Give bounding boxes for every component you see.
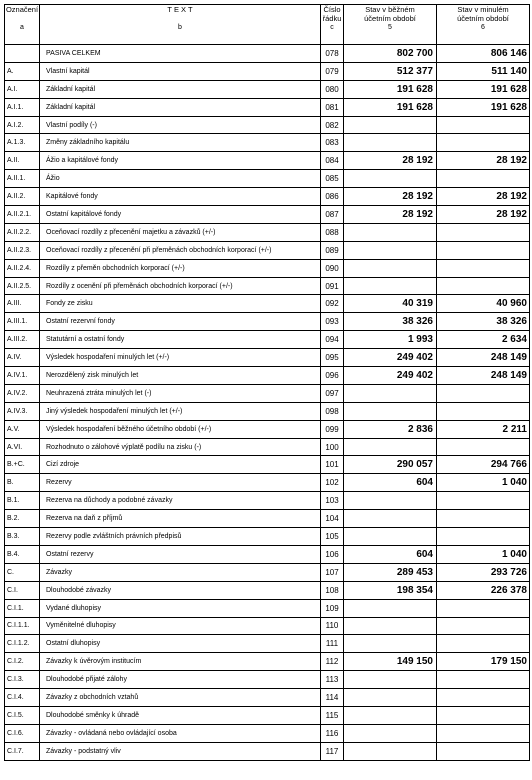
row-code: B.1. bbox=[5, 492, 40, 510]
row-line-number: 100 bbox=[321, 438, 344, 456]
header-current bbox=[344, 5, 437, 45]
header-current-label-1: Stav v běžném bbox=[365, 5, 415, 14]
header-text-sub: b bbox=[178, 24, 182, 31]
row-current-value bbox=[344, 617, 437, 635]
row-line-number: 091 bbox=[321, 277, 344, 295]
row-text: Dlouhodobé závazky bbox=[40, 581, 321, 599]
row-text: Rezerva na důchody a podobné závazky bbox=[40, 492, 321, 510]
row-line-number: 105 bbox=[321, 528, 344, 546]
row-code: C.I.5. bbox=[5, 706, 40, 724]
table-row bbox=[5, 581, 530, 599]
row-text: Rezervy bbox=[40, 474, 321, 492]
row-previous-value bbox=[437, 259, 530, 277]
row-text: Ážio a kapitálové fondy bbox=[40, 152, 321, 170]
header-text bbox=[40, 5, 321, 45]
row-previous-value bbox=[437, 617, 530, 635]
row-code: C.I.1. bbox=[5, 599, 40, 617]
table-row bbox=[5, 277, 530, 295]
table-row bbox=[5, 384, 530, 402]
row-line-number: 083 bbox=[321, 134, 344, 152]
row-previous-value bbox=[437, 599, 530, 617]
row-line-number: 106 bbox=[321, 545, 344, 563]
row-previous-value bbox=[437, 241, 530, 259]
header-code-sub: a bbox=[20, 24, 24, 31]
header-current-sub: 5 bbox=[388, 24, 392, 31]
header-prev-label-1: Stav v minulém bbox=[457, 5, 509, 14]
row-current-value: 191 628 bbox=[344, 98, 437, 116]
row-code: B.3. bbox=[5, 528, 40, 546]
row-code: C.I.6. bbox=[5, 724, 40, 742]
row-current-value: 512 377 bbox=[344, 62, 437, 80]
row-text: Základní kapitál bbox=[40, 80, 321, 98]
row-text: Cizí zdroje bbox=[40, 456, 321, 474]
table-row bbox=[5, 492, 530, 510]
table-row bbox=[5, 331, 530, 349]
row-code bbox=[5, 45, 40, 63]
row-code: A.IV.2. bbox=[5, 384, 40, 402]
row-previous-value: 294 766 bbox=[437, 456, 530, 474]
row-current-value bbox=[344, 241, 437, 259]
table-row bbox=[5, 206, 530, 224]
row-code: A. bbox=[5, 62, 40, 80]
row-code: A.IV. bbox=[5, 349, 40, 367]
row-current-value: 28 192 bbox=[344, 152, 437, 170]
row-previous-value: 40 960 bbox=[437, 295, 530, 313]
row-text: Jiný výsledek hospodaření minulých let (+/-) bbox=[40, 402, 321, 420]
table-row bbox=[5, 510, 530, 528]
table-row bbox=[5, 367, 530, 385]
row-code: A.II.2.3. bbox=[5, 241, 40, 259]
row-current-value bbox=[344, 384, 437, 402]
table-row bbox=[5, 528, 530, 546]
row-current-value: 40 319 bbox=[344, 295, 437, 313]
row-current-value: 38 326 bbox=[344, 313, 437, 331]
row-text: Vlastní podíly (-) bbox=[40, 116, 321, 134]
row-code: A.II.2.4. bbox=[5, 259, 40, 277]
row-code: A.II.2.1. bbox=[5, 206, 40, 224]
row-previous-value bbox=[437, 277, 530, 295]
row-current-value bbox=[344, 134, 437, 152]
table-row bbox=[5, 653, 530, 671]
row-previous-value: 28 192 bbox=[437, 152, 530, 170]
row-previous-value: 2 634 bbox=[437, 331, 530, 349]
row-current-value: 1 993 bbox=[344, 331, 437, 349]
header-line-sub: c bbox=[330, 24, 334, 31]
row-code: A.II.2. bbox=[5, 188, 40, 206]
row-current-value bbox=[344, 116, 437, 134]
row-line-number: 097 bbox=[321, 384, 344, 402]
row-previous-value bbox=[437, 223, 530, 241]
row-current-value: 604 bbox=[344, 545, 437, 563]
row-code: A.I.1. bbox=[5, 98, 40, 116]
row-current-value bbox=[344, 223, 437, 241]
row-text: PASIVA CELKEM bbox=[40, 45, 321, 63]
row-previous-value: 2 211 bbox=[437, 420, 530, 438]
row-text: Neuhrazená ztráta minulých let (-) bbox=[40, 384, 321, 402]
row-current-value bbox=[344, 635, 437, 653]
row-code: C.I. bbox=[5, 581, 40, 599]
table-row bbox=[5, 313, 530, 331]
row-current-value bbox=[344, 438, 437, 456]
row-line-number: 088 bbox=[321, 223, 344, 241]
row-previous-value bbox=[437, 528, 530, 546]
row-text: Ostatní kapitálové fondy bbox=[40, 206, 321, 224]
row-text: Rozdíly z ocenění při přeměnách obchodních korporací (+/-) bbox=[40, 277, 321, 295]
row-text: Ážio bbox=[40, 170, 321, 188]
row-text: Oceňovací rozdíly z přecenění majetku a závazků (+/-) bbox=[40, 223, 321, 241]
row-current-value: 290 057 bbox=[344, 456, 437, 474]
row-text: Ostatní dluhopisy bbox=[40, 635, 321, 653]
row-text: Oceňovací rozdíly z přecenění při přeměnách obchodních korporací (+/-) bbox=[40, 241, 321, 259]
row-current-value: 28 192 bbox=[344, 206, 437, 224]
row-text: Dlouhodobé směnky k úhradě bbox=[40, 706, 321, 724]
row-line-number: 094 bbox=[321, 331, 344, 349]
row-current-value: 802 700 bbox=[344, 45, 437, 63]
row-text: Rezervy podle zvláštních právních předpisů bbox=[40, 528, 321, 546]
row-text: Vyměnitelné dluhopisy bbox=[40, 617, 321, 635]
row-text: Statutární a ostatní fondy bbox=[40, 331, 321, 349]
row-current-value bbox=[344, 170, 437, 188]
row-previous-value bbox=[437, 689, 530, 707]
row-text: Rozdíly z přeměn obchodních korporací (+/-) bbox=[40, 259, 321, 277]
row-code: A.II.2.5. bbox=[5, 277, 40, 295]
row-text: Nerozdělený zisk minulých let bbox=[40, 367, 321, 385]
row-code: A.I. bbox=[5, 80, 40, 98]
row-line-number: 090 bbox=[321, 259, 344, 277]
header-prev bbox=[437, 5, 530, 45]
table-row bbox=[5, 259, 530, 277]
row-code: A.I.2. bbox=[5, 116, 40, 134]
row-code: A.III. bbox=[5, 295, 40, 313]
header-prev-label-2: účetním období bbox=[457, 14, 509, 23]
table-row bbox=[5, 152, 530, 170]
row-previous-value bbox=[437, 402, 530, 420]
row-line-number: 111 bbox=[321, 635, 344, 653]
row-code: C.I.1.2. bbox=[5, 635, 40, 653]
row-current-value: 28 192 bbox=[344, 188, 437, 206]
row-line-number: 093 bbox=[321, 313, 344, 331]
table-row bbox=[5, 98, 530, 116]
row-previous-value bbox=[437, 742, 530, 760]
table-row bbox=[5, 706, 530, 724]
row-current-value: 2 836 bbox=[344, 420, 437, 438]
table-row bbox=[5, 62, 530, 80]
row-text: Výsledek hospodaření běžného účetního období (+/-) bbox=[40, 420, 321, 438]
row-line-number: 084 bbox=[321, 152, 344, 170]
row-current-value bbox=[344, 510, 437, 528]
table-row bbox=[5, 474, 530, 492]
row-code: C.I.7. bbox=[5, 742, 40, 760]
row-code: B.4. bbox=[5, 545, 40, 563]
row-line-number: 107 bbox=[321, 563, 344, 581]
row-text: Výsledek hospodaření minulých let (+/-) bbox=[40, 349, 321, 367]
row-previous-value bbox=[437, 116, 530, 134]
row-text: Ostatní rezervní fondy bbox=[40, 313, 321, 331]
table-row bbox=[5, 724, 530, 742]
row-text: Základní kapitál bbox=[40, 98, 321, 116]
row-line-number: 096 bbox=[321, 367, 344, 385]
row-code: B. bbox=[5, 474, 40, 492]
row-line-number: 113 bbox=[321, 671, 344, 689]
table-row bbox=[5, 295, 530, 313]
row-previous-value: 1 040 bbox=[437, 545, 530, 563]
row-current-value bbox=[344, 402, 437, 420]
row-text: Závazky - podstatný vliv bbox=[40, 742, 321, 760]
table-row bbox=[5, 599, 530, 617]
row-current-value bbox=[344, 706, 437, 724]
row-line-number: 082 bbox=[321, 116, 344, 134]
row-line-number: 110 bbox=[321, 617, 344, 635]
row-code: C.I.2. bbox=[5, 653, 40, 671]
row-line-number: 101 bbox=[321, 456, 344, 474]
row-line-number: 086 bbox=[321, 188, 344, 206]
table-row bbox=[5, 742, 530, 760]
row-text: Rezerva na daň z příjmů bbox=[40, 510, 321, 528]
row-current-value bbox=[344, 599, 437, 617]
row-text: Závazky k úvěrovým institucím bbox=[40, 653, 321, 671]
row-code: A.II.2.2. bbox=[5, 223, 40, 241]
row-current-value: 289 453 bbox=[344, 563, 437, 581]
table-row bbox=[5, 545, 530, 563]
header-code-label: Označení bbox=[5, 5, 39, 14]
row-code: A.V. bbox=[5, 420, 40, 438]
row-code: C.I.1.1. bbox=[5, 617, 40, 635]
row-previous-value: 511 140 bbox=[437, 62, 530, 80]
row-previous-value bbox=[437, 671, 530, 689]
row-text: Rozhodnuto o zálohové výplatě podílu na zisku (-) bbox=[40, 438, 321, 456]
table-header-row bbox=[5, 5, 530, 45]
row-previous-value bbox=[437, 635, 530, 653]
row-current-value bbox=[344, 277, 437, 295]
row-previous-value: 226 378 bbox=[437, 581, 530, 599]
row-line-number: 098 bbox=[321, 402, 344, 420]
row-previous-value: 248 149 bbox=[437, 367, 530, 385]
header-current-label-2: účetním období bbox=[364, 14, 416, 23]
row-line-number: 080 bbox=[321, 80, 344, 98]
table-row bbox=[5, 223, 530, 241]
row-current-value: 249 402 bbox=[344, 367, 437, 385]
liabilities-table bbox=[4, 4, 530, 761]
row-previous-value: 1 040 bbox=[437, 474, 530, 492]
row-previous-value: 28 192 bbox=[437, 188, 530, 206]
row-line-number: 099 bbox=[321, 420, 344, 438]
row-code: A.VI. bbox=[5, 438, 40, 456]
row-previous-value bbox=[437, 492, 530, 510]
row-current-value bbox=[344, 689, 437, 707]
row-code: A.III.2. bbox=[5, 331, 40, 349]
row-previous-value: 248 149 bbox=[437, 349, 530, 367]
row-current-value bbox=[344, 492, 437, 510]
row-previous-value: 179 150 bbox=[437, 653, 530, 671]
header-line-label-2: řádku bbox=[322, 14, 342, 23]
table-row bbox=[5, 80, 530, 98]
table-row bbox=[5, 170, 530, 188]
row-current-value bbox=[344, 742, 437, 760]
row-text: Kapitálové fondy bbox=[40, 188, 321, 206]
row-code: B.2. bbox=[5, 510, 40, 528]
row-line-number: 085 bbox=[321, 170, 344, 188]
row-text: Ostatní rezervy bbox=[40, 545, 321, 563]
row-line-number: 117 bbox=[321, 742, 344, 760]
table-row bbox=[5, 671, 530, 689]
table-row bbox=[5, 349, 530, 367]
row-line-number: 116 bbox=[321, 724, 344, 742]
row-line-number: 078 bbox=[321, 45, 344, 63]
header-text-label: T E X T bbox=[167, 5, 193, 14]
row-line-number: 092 bbox=[321, 295, 344, 313]
row-code: A.III.1. bbox=[5, 313, 40, 331]
row-code: A.II.1. bbox=[5, 170, 40, 188]
row-line-number: 109 bbox=[321, 599, 344, 617]
row-previous-value bbox=[437, 724, 530, 742]
row-previous-value: 191 628 bbox=[437, 80, 530, 98]
row-line-number: 102 bbox=[321, 474, 344, 492]
row-text: Fondy ze zisku bbox=[40, 295, 321, 313]
row-line-number: 087 bbox=[321, 206, 344, 224]
header-code bbox=[5, 5, 40, 45]
row-line-number: 103 bbox=[321, 492, 344, 510]
table-row bbox=[5, 456, 530, 474]
table-row bbox=[5, 402, 530, 420]
row-current-value: 604 bbox=[344, 474, 437, 492]
row-line-number: 081 bbox=[321, 98, 344, 116]
row-code: B.+C. bbox=[5, 456, 40, 474]
row-previous-value: 191 628 bbox=[437, 98, 530, 116]
table-row bbox=[5, 563, 530, 581]
row-text: Změny základního kapitálu bbox=[40, 134, 321, 152]
row-text: Závazky z obchodních vztahů bbox=[40, 689, 321, 707]
row-previous-value: 38 326 bbox=[437, 313, 530, 331]
table-row bbox=[5, 635, 530, 653]
header-line bbox=[321, 5, 344, 45]
table-row bbox=[5, 617, 530, 635]
row-previous-value bbox=[437, 134, 530, 152]
row-current-value: 149 150 bbox=[344, 653, 437, 671]
row-current-value bbox=[344, 671, 437, 689]
row-line-number: 095 bbox=[321, 349, 344, 367]
header-line-label-1: Číslo bbox=[323, 5, 341, 14]
table-row bbox=[5, 134, 530, 152]
row-line-number: 115 bbox=[321, 706, 344, 724]
row-text: Vydané dluhopisy bbox=[40, 599, 321, 617]
row-text: Závazky bbox=[40, 563, 321, 581]
row-code: C. bbox=[5, 563, 40, 581]
row-previous-value: 28 192 bbox=[437, 206, 530, 224]
row-current-value: 249 402 bbox=[344, 349, 437, 367]
row-text: Vlastní kapitál bbox=[40, 62, 321, 80]
row-previous-value bbox=[437, 170, 530, 188]
row-line-number: 079 bbox=[321, 62, 344, 80]
row-line-number: 104 bbox=[321, 510, 344, 528]
row-current-value bbox=[344, 259, 437, 277]
row-previous-value: 293 726 bbox=[437, 563, 530, 581]
row-previous-value bbox=[437, 510, 530, 528]
row-code: C.I.3. bbox=[5, 671, 40, 689]
row-current-value bbox=[344, 724, 437, 742]
row-current-value: 198 354 bbox=[344, 581, 437, 599]
row-text: Závazky - ovládaná nebo ovládající osoba bbox=[40, 724, 321, 742]
row-previous-value bbox=[437, 384, 530, 402]
header-prev-sub: 6 bbox=[481, 24, 485, 31]
row-current-value bbox=[344, 528, 437, 546]
row-code: A.IV.1. bbox=[5, 367, 40, 385]
row-previous-value bbox=[437, 438, 530, 456]
table-row bbox=[5, 438, 530, 456]
row-code: A.1.3. bbox=[5, 134, 40, 152]
row-code: A.II. bbox=[5, 152, 40, 170]
table-row bbox=[5, 188, 530, 206]
row-text: Dlouhodobé přijaté zálohy bbox=[40, 671, 321, 689]
row-previous-value bbox=[437, 706, 530, 724]
table-row bbox=[5, 116, 530, 134]
table-row bbox=[5, 689, 530, 707]
row-line-number: 108 bbox=[321, 581, 344, 599]
row-current-value: 191 628 bbox=[344, 80, 437, 98]
table-row bbox=[5, 420, 530, 438]
row-line-number: 112 bbox=[321, 653, 344, 671]
row-line-number: 114 bbox=[321, 689, 344, 707]
row-code: C.I.4. bbox=[5, 689, 40, 707]
row-code: A.IV.3. bbox=[5, 402, 40, 420]
table-row bbox=[5, 45, 530, 63]
table-row bbox=[5, 241, 530, 259]
row-line-number: 089 bbox=[321, 241, 344, 259]
row-previous-value: 806 146 bbox=[437, 45, 530, 63]
